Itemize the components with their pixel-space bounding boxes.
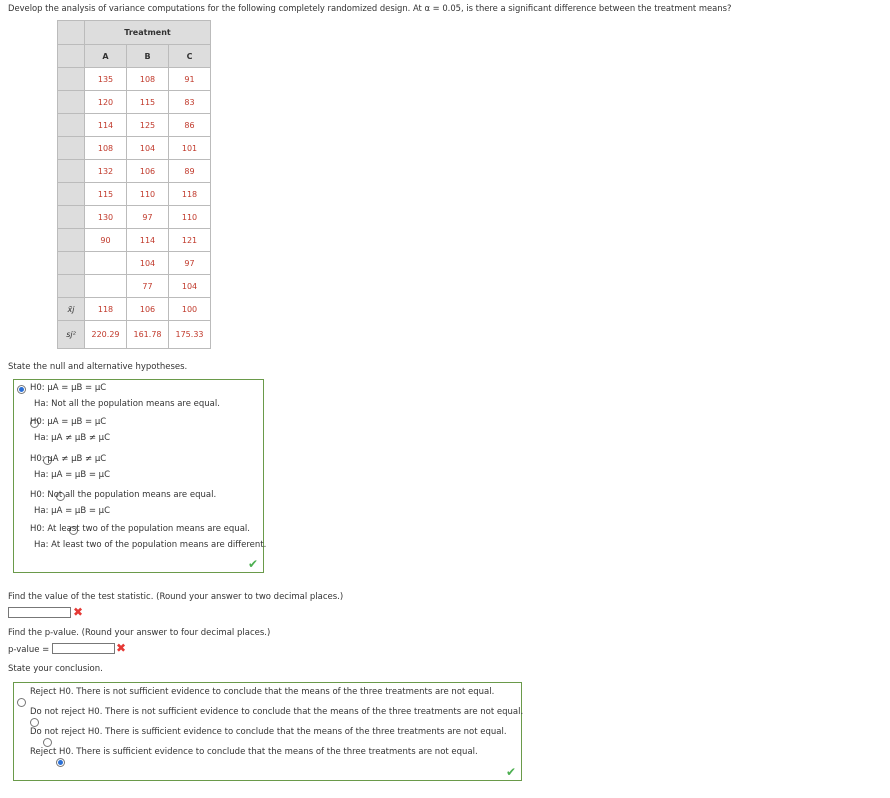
table-row — [58, 252, 211, 275]
conclusion-option-1: Reject H0. There is not sufficient evidence to conclude that the means of the three treatments are not equal. — [30, 687, 495, 697]
column-header-c: C — [169, 45, 211, 68]
table-cell: 114 — [127, 229, 169, 252]
table-cell: 110 — [169, 206, 211, 229]
mean-c: 100 — [169, 298, 211, 321]
table-cell: 104 — [127, 252, 169, 275]
conclusion-radio-2[interactable] — [30, 718, 39, 727]
hypothesis-h0-1: H0: μA = μB = μC — [30, 383, 107, 393]
conclusion-prompt: State your conclusion. — [8, 664, 103, 674]
table-cell: 121 — [169, 229, 211, 252]
table-cell: 106 — [127, 160, 169, 183]
table-cell: 90 — [85, 229, 127, 252]
table-cell: 97 — [127, 206, 169, 229]
data-table — [57, 20, 211, 349]
table-cell: 97 — [169, 252, 211, 275]
table-row — [58, 68, 211, 91]
table-cell: 115 — [85, 183, 127, 206]
variance-a: 220.29 — [85, 321, 127, 349]
test-statistic-prompt: Find the value of the test statistic. (Round your answer to two decimal places.) — [8, 592, 344, 602]
table-cell: 114 — [85, 114, 127, 137]
hypothesis-radio-1[interactable] — [17, 385, 26, 394]
hypothesis-ha-2: Ha: μA ≠ μB ≠ μC — [34, 433, 111, 443]
table-row — [58, 275, 211, 298]
conclusion-option-3: Do not reject H0. There is sufficient evidence to conclude that the means of the three treatments are not equal. — [30, 727, 507, 737]
conclusion-radio-1[interactable] — [17, 698, 26, 707]
mean-b: 106 — [127, 298, 169, 321]
table-cell: 120 — [85, 91, 127, 114]
hypothesis-h0-3: H0: μA ≠ μB ≠ μC — [30, 454, 107, 464]
table-cell: 83 — [169, 91, 211, 114]
question-text: Develop the analysis of variance computations for the following completely randomized design. At α = 0.05, is there a significant difference between the treatment means? — [8, 3, 732, 13]
table-row — [58, 114, 211, 137]
table-row — [58, 206, 211, 229]
mean-label: x̄j — [58, 298, 85, 321]
treatment-header: Treatment — [85, 21, 211, 45]
test-statistic-input[interactable] — [8, 607, 71, 618]
table-cell — [85, 275, 127, 298]
table-cell: 77 — [127, 275, 169, 298]
pvalue-label: p-value = — [8, 645, 50, 655]
variance-b: 161.78 — [127, 321, 169, 349]
table-cell: 108 — [85, 137, 127, 160]
column-header-b: B — [127, 45, 169, 68]
conclusion-option-2: Do not reject H0. There is not sufficient evidence to conclude that the means of the three treatments are not equal. — [30, 707, 524, 717]
variance-label: sj² — [58, 321, 85, 349]
column-header-a: A — [85, 45, 127, 68]
table-cell: 91 — [169, 68, 211, 91]
hypothesis-ha-1: Ha: Not all the population means are equal. — [34, 399, 220, 409]
variance-c: 175.33 — [169, 321, 211, 349]
table-row — [58, 160, 211, 183]
table-cell: 86 — [169, 114, 211, 137]
table-cell: 89 — [169, 160, 211, 183]
table-cell: 104 — [127, 137, 169, 160]
table-cell: 115 — [127, 91, 169, 114]
test-statistic-incorrect-x-icon: ✖ — [73, 605, 84, 619]
table-cell — [85, 252, 127, 275]
conclusion-option-4: Reject H0. There is sufficient evidence to conclude that the means of the three treatments are not equal. — [30, 747, 478, 757]
table-row — [58, 91, 211, 114]
table-cell: 118 — [169, 183, 211, 206]
table-row — [58, 183, 211, 206]
pvalue-input[interactable] — [52, 643, 115, 654]
table-row — [58, 137, 211, 160]
table-cell: 108 — [127, 68, 169, 91]
hypothesis-ha-3: Ha: μA = μB = μC — [34, 470, 111, 480]
conclusion-radio-3[interactable] — [43, 738, 52, 747]
hypothesis-h0-5: H0: At least two of the population means are equal. — [30, 524, 250, 534]
table-cell: 132 — [85, 160, 127, 183]
hypothesis-h0-2: H0: μA = μB = μC — [30, 417, 107, 427]
pvalue-incorrect-x-icon: ✖ — [116, 641, 127, 655]
hypotheses-correct-check-icon: ✔ — [248, 557, 259, 571]
table-cell: 135 — [85, 68, 127, 91]
hypothesis-ha-4: Ha: μA = μB = μC — [34, 506, 111, 516]
pvalue-prompt: Find the p-value. (Round your answer to four decimal places.) — [8, 628, 271, 638]
table-cell: 125 — [127, 114, 169, 137]
table-cell: 130 — [85, 206, 127, 229]
conclusion-correct-check-icon: ✔ — [506, 765, 517, 779]
table-row — [58, 229, 211, 252]
table-cell: 110 — [127, 183, 169, 206]
mean-a: 118 — [85, 298, 127, 321]
hypothesis-ha-5: Ha: At least two of the population means are different. — [34, 540, 267, 550]
hypothesis-h0-4: H0: Not all the population means are equal. — [30, 490, 217, 500]
table-cell: 104 — [169, 275, 211, 298]
conclusion-radio-4[interactable] — [56, 758, 65, 767]
table-cell: 101 — [169, 137, 211, 160]
hypotheses-prompt: State the null and alternative hypotheses. — [8, 362, 188, 372]
